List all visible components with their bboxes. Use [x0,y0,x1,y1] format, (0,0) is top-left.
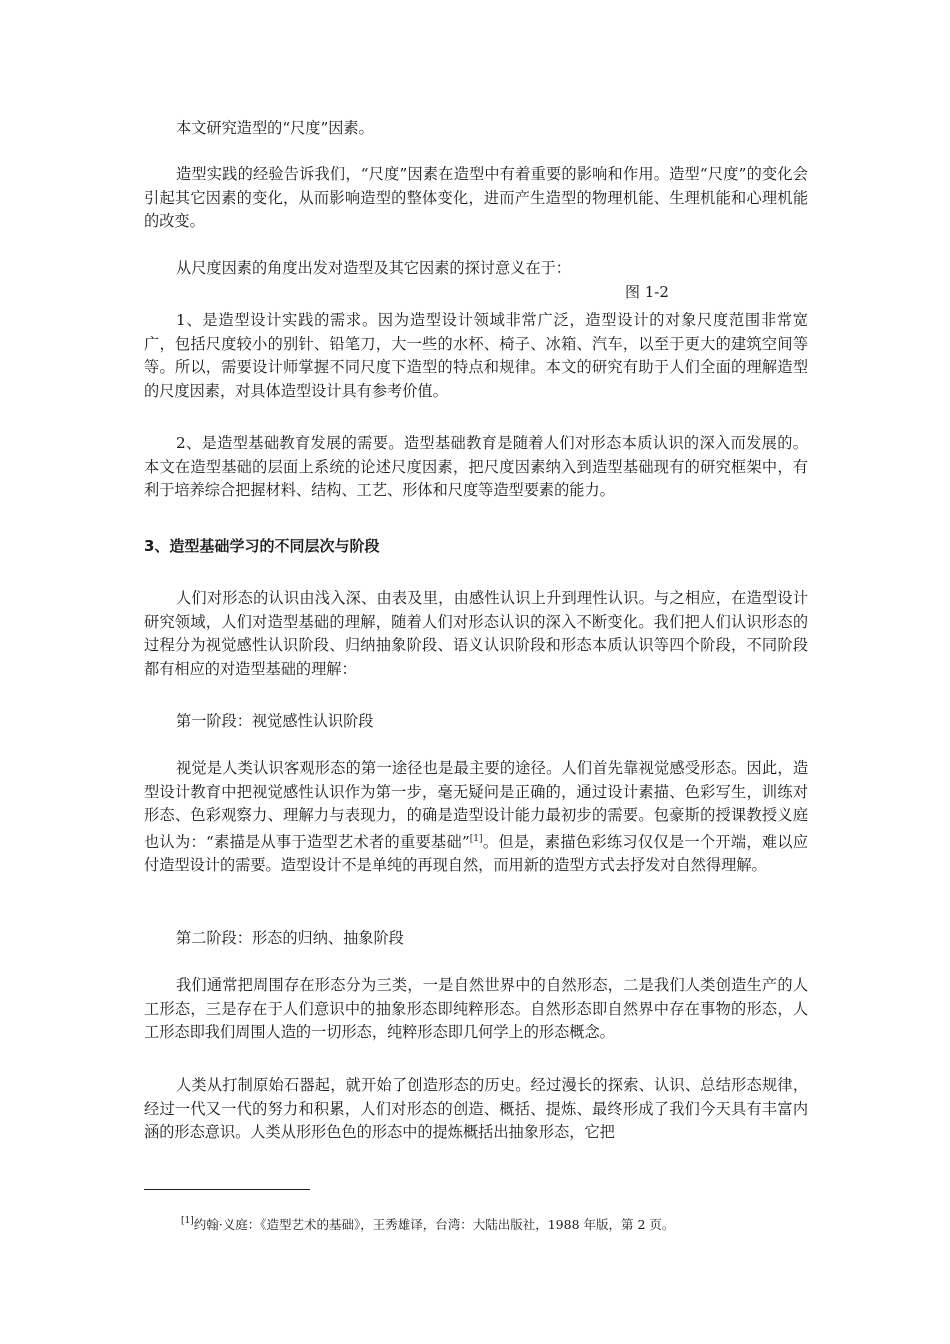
figure-caption: 图 1-2 [625,283,669,301]
paragraph-cognition-stages: 人们对形态的认识由浅入深、由表及里，由感性认识上升到理性认识。与之相应，在造型设计研究领域，人们对造型基础的理解，随着人们对形态认识的深入不断变化。我们把人们认识形态的过程分为视觉感性认识阶段、归纳抽象阶段、语义认识阶段和形态本质认识等四个阶段，不同阶段都有相应的对造型基础的理解： [144,589,808,678]
paragraph-form-types: 我们通常把周围存在形态分为三类，一是自然世界中的自然形态，二是我们人类创造生产的人工形态，三是存在于人们意识中的抽象形态即纯粹形态。自然形态即自然界中存在事物的形态，人工形态即我们周围人造的一切形态，纯粹形态即几何学上的形态概念。 [144,976,808,1041]
paragraph-point-2: 2、是造型基础教育发展的需要。造型基础教育是随着人们对形态本质认识的深入而发展的。本文在造型基础的层面上系统的论述尺度因素，把尺度因素纳入到造型基础现有的研究框架中，有利于培养综合把握材料、结构、工艺、形体和尺度等造型要素的能力。 [144,434,808,499]
footnote-reference[interactable]: [1] [469,833,483,844]
stage-1-heading: 第一阶段：视觉感性认识阶段 [176,712,374,730]
stage-2-heading: 第二阶段：形态的归纳、抽象阶段 [176,929,404,947]
paragraph-form-history: 人类从打制原始石器起，就开始了创造形态的历史。经过漫长的探索、认识、总结形态规律，经过一代又一代的努力和积累，人们对形态的创造、概括、提炼、最终形成了我们今天具有丰富内涵的形态意识。人类从形形色色的形态中的提炼概括出抽象形态，它把 [144,1076,808,1141]
footnote-separator [144,1189,310,1190]
section-heading-3: 3、造型基础学习的不同层次与阶段 [144,537,380,555]
paragraph-significance-lead: 从尺度因素的角度出发对造型及其它因素的探讨意义在于： [176,259,571,277]
paragraph-visual-perception-text: 视觉是人类认识客观形态的第一途径也是最主要的途径。人们首先靠视觉感受形态。因此，造型设计教育中把视觉感性认识作为第一步，毫无疑问是正确的，通过设计素描、色彩写生，训练对形态、色彩观察力、理解力与表现力，的确是造型设计能力最初步的需要。包豪斯的授课教授义庭也认为：“素描是从事于造型艺术者的重要基础” [144,759,808,851]
footnote-marker: [1] [181,1216,194,1226]
paragraph-visual-perception [144,757,808,878]
paragraph-point-1: 1、是造型设计实践的需求。因为造型设计领域非常广泛，造型设计的对象尺度范围非常宽广，包括尺度较小的别针、铅笔刀，大一些的水杯、椅子、冰箱、汽车，以至于更大的建筑空间等等。所以，需要设计师掌握不同尺度下造型的特点和规律。本文的研究有助于人们全面的理解造型的尺度因素，对具体造型设计具有参考价值。 [144,311,808,400]
paragraph-intro: 本文研究造型的“尺度”因素。 [176,119,374,137]
footnote [181,1212,674,1234]
paragraph-scale-importance: 造型实践的经验告诉我们，“尺度”因素在造型中有着重要的影响和作用。造型“尺度”的变化会引起其它因素的变化，从而影响造型的整体变化，进而产生造型的物理机能、生理机能和心理机能的改变。 [144,165,808,230]
paragraph-visual-perception-tail: 。但是，素描色彩练习仅仅是一个开端，难以应付造型设计的需要。造型设计不是单纯的再现自然，而用新的造型方式去抒发对自然得理解。 [144,832,809,874]
footnote-text: 约翰·义庭：《造型艺术的基础》，王秀雄译，台湾：大陆出版社，1988 年版，第 2 页。 [193,1217,675,1232]
